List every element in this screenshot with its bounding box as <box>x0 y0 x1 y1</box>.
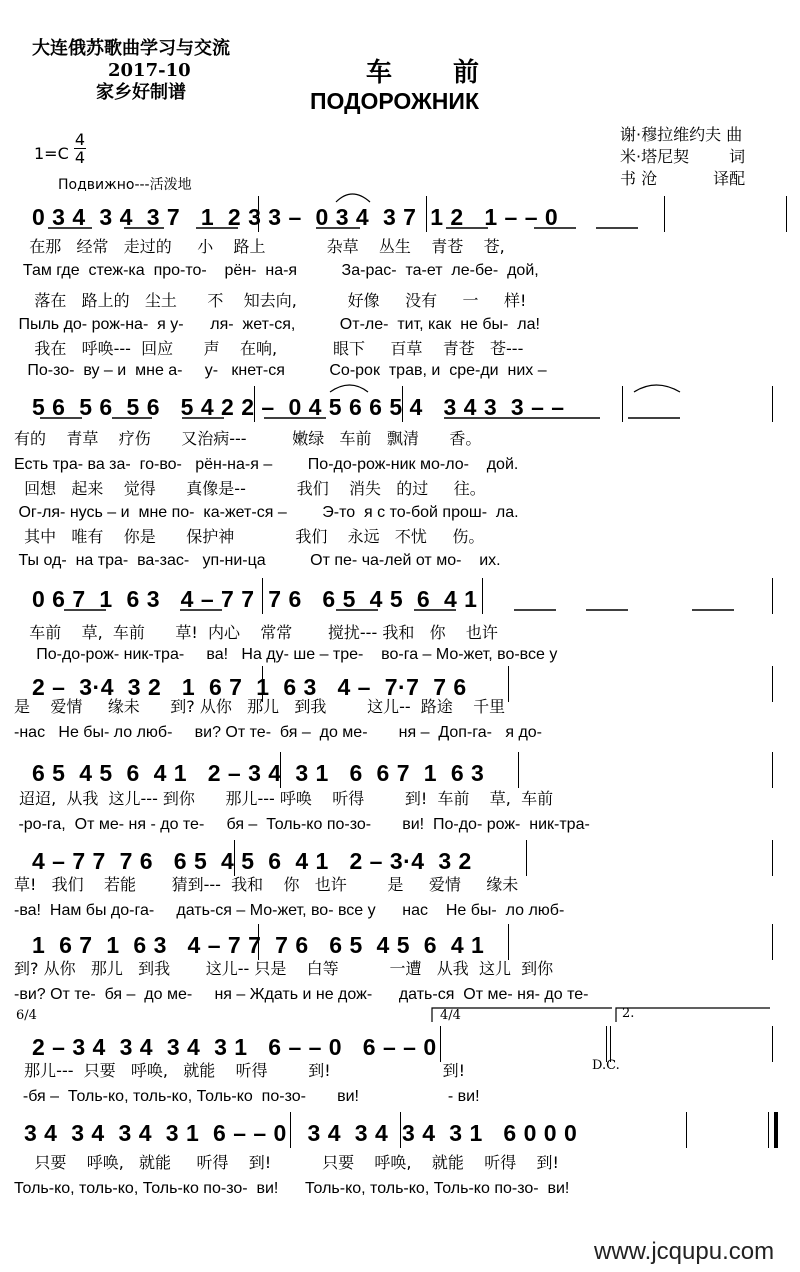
score-system-3 <box>14 578 790 618</box>
credit-translator <box>620 168 745 190</box>
second-ending-label: 2. <box>622 1006 635 1021</box>
barline <box>290 1112 291 1148</box>
credit-composer-name: 谢·穆拉维约夫 <box>620 125 722 144</box>
barline <box>400 1112 401 1148</box>
lyric-line: -ро-га, От ме- ня - до те- бя – Толь-ко по-зо- ви! По-до- рож- ник-тра- <box>14 816 590 833</box>
barline <box>526 840 527 876</box>
barline <box>508 666 509 702</box>
barline <box>426 196 427 232</box>
barline <box>786 196 787 232</box>
lyric-line: 那儿--- 只要 呼唤, 就能 听得 到! 到! <box>14 1061 466 1080</box>
barline <box>772 386 773 422</box>
barline <box>772 840 773 876</box>
barline <box>234 840 235 876</box>
da-capo-marking: D.C. <box>592 1058 620 1073</box>
barline <box>622 386 623 422</box>
score-system-7 <box>14 924 790 964</box>
notation-line: 1 6 7 1 6 3 4 – 7 7 7 6 6 5 4 5 6 4 1 <box>32 932 485 958</box>
notation-line: 2 – 3·4 3 2 1 6 7 1 6 3 4 – 7·7 7 6 <box>32 674 467 700</box>
score-system-2 <box>14 386 790 426</box>
arranger: 家乡好制谱 <box>96 82 186 103</box>
lyric-line: Ог-ля- нусь – и мне по- ка-жет-ся – Э-то я с то-бой прош- ла. <box>14 504 519 521</box>
barline <box>258 196 259 232</box>
credit-translator-role: 译配 <box>713 169 746 188</box>
barline <box>482 578 483 614</box>
score-system-1 <box>14 196 790 236</box>
notation-line: 3 4 3 4 3 4 3 1 6 – – 0 3 4 3 4 3 4 3 1 6 0 0 0 <box>24 1120 578 1146</box>
barline <box>664 196 665 232</box>
barline <box>772 1026 773 1062</box>
credit-composer <box>620 124 742 146</box>
lyric-line: Толь-ко, толь-ко, Толь-ко по-зо- ви! Толь-ко, толь-ко, Толь-ко по-зо- ви! <box>14 1180 570 1197</box>
barline <box>254 386 255 422</box>
time-sig-denominator: 4 <box>74 148 86 167</box>
notation-line: 4 – 7 7 7 6 6 5 4 5 6 4 1 2 – 3·4 3 2 <box>32 848 472 874</box>
meter-change-6-4: 6/4 <box>16 1008 37 1023</box>
credit-translator-name: 书 沧 <box>620 169 658 188</box>
lyric-line: 我在 呼唤--- 回应 声 在响, 眼下 百草 青苍 苍--- <box>14 339 524 358</box>
lyric-line: 是 爱情 缘未 到? 从你 那儿 到我 这儿-- 路途 千里 <box>14 697 506 716</box>
lyric-line: Есть тра- ва за- го-во- рён-на-я – По-до-рож-ник мо-ло- дой. <box>14 456 519 473</box>
lyric-line: -нас Не бы- ло люб- ви? От те- бя – до ме- ня – Доп-га- я до- <box>14 724 543 741</box>
notation-line: 2 – 3 4 3 4 3 4 3 1 6 – – 0 6 – – 0 <box>32 1034 437 1060</box>
key-signature: 1=C <box>34 144 69 163</box>
lyric-line: 迢迢, 从我 这儿--- 到你 那儿--- 呼唤 听得 到! 车前 草, 车前 <box>14 789 554 808</box>
credit-composer-role: 曲 <box>726 125 743 144</box>
barline <box>772 578 773 614</box>
tempo-marking: Подвижно---活泼地 <box>58 177 192 193</box>
lyric-line: 到? 从你 那儿 到我 这儿-- 只是 白等 一遭 从我 这儿 到你 <box>14 959 554 978</box>
lyric-line: По-зо- ву – и мне а- у- кнет-ся Со-рок трав, и сре-ди них – <box>14 362 547 379</box>
notation-line: 6 5 4 5 6 4 1 2 – 3 4 3 1 6 6 7 1 6 3 <box>32 760 485 786</box>
barline <box>772 752 773 788</box>
lyric-line: 只要 呼唤, 就能 听得 到! 只要 呼唤, 就能 听得 到! <box>14 1153 559 1172</box>
barline <box>508 924 509 960</box>
lyric-line: 落在 路上的 尘土 不 知去向, 好像 没有 一 样! <box>14 291 527 310</box>
lyric-line: По-до-рож- ник-тра- ва! На ду- ше – тре- во-га – Мо-жет, во-все у <box>14 646 558 663</box>
lyric-line: 回想 起来 觉得 真像是-- 我们 消失 的过 往。 <box>14 479 486 498</box>
notation-line: 5 6 5 6 5 6 5 4 2 2 – 0 4 5 6 6 5 4 3 4 3 3 – – <box>32 394 565 420</box>
arrangement-date: 2017-10 <box>108 60 191 81</box>
song-title-russian: ПОДОРОЖНИК <box>310 88 479 114</box>
song-title-chinese: 车 前 <box>366 58 506 88</box>
notation-line: 0 3 4 3 4 3 7 1 2 3 3 – 0 3 4 3 7 1 2 1 – – 0 <box>32 204 559 230</box>
barline <box>258 924 259 960</box>
lyric-line: Ты од- на тра- ва-зас- уп-ни-ца От пе- ча-лей от мо- их. <box>14 552 501 569</box>
score-system-9 <box>14 1112 790 1152</box>
barline <box>518 752 519 788</box>
score-system-8 <box>14 1026 790 1066</box>
score-system-5 <box>14 752 790 792</box>
barline <box>772 666 773 702</box>
site-watermark: www.jcqupu.com <box>594 1238 775 1265</box>
lyric-line: 有的 青草 疗伤 又治病--- 嫩绿 车前 飘清 香。 <box>14 429 482 448</box>
lyric-line: 草! 我们 若能 猜到--- 我和 你 也许 是 爱情 缘未 <box>14 875 519 894</box>
lyric-line: Пыль до- рож-на- я у- ля- жет-ся, От-ле- тит, как не бы- ла! <box>14 316 540 333</box>
lyric-line: 车前 草, 车前 草! 内心 常常 搅扰--- 我和 你 也许 <box>14 623 498 642</box>
barline <box>280 752 281 788</box>
repeat-barline <box>606 1026 611 1062</box>
barline <box>402 386 403 422</box>
score-system-6 <box>14 840 790 880</box>
time-signature <box>74 131 86 166</box>
lyric-line: -ви? От те- бя – до ме- ня – Ждать и не дож- дать-ся От ме- ня- до те- <box>14 986 589 1003</box>
lyric-line: Там где стеж-ка про-то- рён- на-я За-рас- та-ет ле-бе- дой, <box>14 262 539 279</box>
barline <box>772 924 773 960</box>
notation-line: 0 6 7 1 6 3 4 – 7 7 7 6 6 5 4 5 6 4 1 <box>32 586 478 612</box>
meter-change-4-4: 4/4 <box>440 1008 461 1023</box>
group-name: 大连俄苏歌曲学习与交流 <box>32 38 230 59</box>
barline <box>262 578 263 614</box>
barline <box>686 1112 687 1148</box>
final-barline <box>768 1112 778 1148</box>
time-sig-numerator: 4 <box>74 130 86 149</box>
credit-lyricist <box>620 146 745 168</box>
second-ending-bracket <box>616 1008 770 1022</box>
barline <box>440 1026 441 1062</box>
lyric-line: -бя – Толь-ко, толь-ко, Толь-ко по-зо- ви! - ви! <box>14 1088 480 1105</box>
lyric-line: 在那 经常 走过的 小 路上 杂草 丛生 青苍 苍, <box>14 237 505 256</box>
lyric-line: -ва! Нам бы до-га- дать-ся – Мо-жет, во- все у нас Не бы- ло люб- <box>14 902 565 919</box>
credit-lyricist-name: 米·塔尼契 <box>620 147 690 166</box>
credit-lyricist-role: 词 <box>729 147 746 166</box>
lyric-line: 其中 唯有 你是 保护神 我们 永远 不忧 伤。 <box>14 527 485 546</box>
